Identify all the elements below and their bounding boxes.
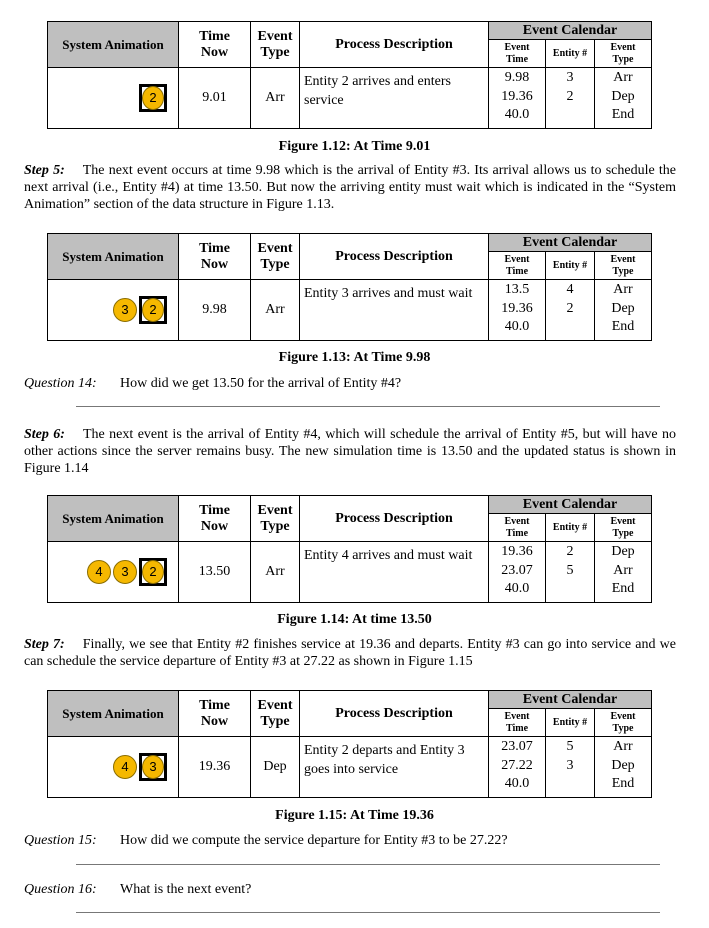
cal-event-time-header: Event Time <box>489 709 546 736</box>
cal-event-type: End <box>611 319 635 334</box>
animation-tokens <box>111 737 167 797</box>
question <box>24 882 251 898</box>
question-label: Question 14: <box>24 376 97 391</box>
cal-event-type-header: Event Type <box>610 41 636 65</box>
cal-entity: 4 <box>566 282 574 297</box>
figure-caption: Figure 1.13: At Time 9.98 <box>278 350 431 365</box>
cal-entities <box>546 280 595 340</box>
cal-entity-header: Entity # <box>546 40 595 67</box>
question-text: How did we compute the service departure for Entity #3 to be 27.22? <box>120 833 508 848</box>
step-text: The next event occurs at time 9.98 which is the arrival of Entity #3. Its arrival allows us to schedule the next arrival (i.e., Entity #4) at time 13.50. But now the arriving entity must wait which is indicated in the “System Animation” section of the data structure in Figure 1.13. <box>24 163 676 212</box>
cal-event-type-header: Event Type <box>610 253 636 277</box>
cal-event-times <box>489 737 546 797</box>
cal-event-times <box>489 542 546 602</box>
cal-event-types <box>595 68 651 128</box>
animation-tokens <box>111 280 167 340</box>
cal-event-time: 19.36 <box>501 544 533 559</box>
cal-event-times <box>489 68 546 128</box>
cal-event-time-header: Event Time <box>489 40 546 67</box>
time-now-value: 19.36 <box>179 737 251 798</box>
cal-entity-header: Entity # <box>546 514 595 541</box>
system-animation-cell <box>48 68 179 129</box>
step-paragraph <box>24 162 676 213</box>
cal-event-time: 13.5 <box>504 282 530 297</box>
cal-event-type: End <box>611 107 635 122</box>
in-service-entity-icon: 2 <box>142 298 164 322</box>
waiting-entity-icon: 3 <box>113 298 137 322</box>
figure-caption: Figure 1.15: At Time 19.36 <box>275 808 434 823</box>
cal-event-time-header: Event Time <box>489 514 546 541</box>
process-description-header: Process Description <box>300 22 489 68</box>
event-calendar-header <box>489 691 652 737</box>
cal-entities <box>546 542 595 602</box>
event-table-figure-2 <box>47 233 652 341</box>
event-calendar-cell <box>489 542 652 603</box>
cal-event-type: Dep <box>611 757 635 773</box>
event-type-header: Event Type <box>251 22 300 68</box>
event-type-header: Event Type <box>251 496 300 542</box>
cal-event-time: 9.98 <box>504 70 530 85</box>
event-type-value: Dep <box>251 737 300 798</box>
cal-event-time: 40.0 <box>504 107 530 122</box>
process-description-value: Entity 2 departs and Entity 3 goes into service <box>300 737 489 798</box>
cal-entities <box>546 737 595 797</box>
process-description-value: Entity 2 arrives and enters service <box>300 68 489 129</box>
cal-event-time: 40.0 <box>504 319 530 334</box>
cal-event-type: Dep <box>611 88 635 104</box>
figure-caption: Figure 1.14: At time 13.50 <box>277 612 432 627</box>
in-service-entity-icon: 3 <box>142 755 164 779</box>
in-service-entity-icon: 2 <box>142 560 164 584</box>
process-description-header: Process Description <box>300 691 489 737</box>
event-calendar-cell <box>489 68 652 129</box>
cal-event-type-header: Event Type <box>610 710 636 734</box>
time-now-header: Time Now <box>179 496 251 542</box>
cal-entity-header: Entity # <box>546 709 595 736</box>
cal-entity: 2 <box>566 544 574 559</box>
event-table-figure-1 <box>47 21 652 129</box>
answer-line[interactable] <box>76 864 660 865</box>
question <box>24 376 401 392</box>
event-calendar-header <box>489 496 652 542</box>
cal-event-time-header: Event Time <box>489 252 546 279</box>
event-calendar-title: Event Calendar <box>489 691 651 709</box>
cal-entities <box>546 68 595 128</box>
cal-event-time: 19.36 <box>501 300 533 316</box>
step-text: The next event is the arrival of Entity #4, which will schedule the arrival of Entity #5, but will have no other actions since the server remains busy. The new simulation time is 13.50 and the updated status is shown in Figure 1.14 <box>24 427 676 476</box>
time-now-value: 13.50 <box>179 542 251 603</box>
step-label: Step 6: <box>24 427 65 442</box>
process-description-value: Entity 3 arrives and must wait <box>300 280 489 341</box>
question-label: Question 16: <box>24 882 97 897</box>
event-calendar-cell <box>489 737 652 798</box>
event-type-header: Event Type <box>251 691 300 737</box>
time-now-header: Time Now <box>179 691 251 737</box>
step-paragraph <box>24 636 676 670</box>
cal-event-type: End <box>611 776 635 791</box>
event-type-value: Arr <box>251 68 300 129</box>
cal-entity-header: Entity # <box>546 252 595 279</box>
event-calendar-header <box>489 234 652 280</box>
cal-event-type: Dep <box>611 544 635 559</box>
cal-event-type: End <box>611 581 635 596</box>
system-animation-cell <box>48 737 179 798</box>
question <box>24 833 508 849</box>
cal-entity: 2 <box>566 300 574 316</box>
cal-entity: 3 <box>566 757 574 773</box>
cal-event-times <box>489 280 546 340</box>
cal-event-type: Arr <box>613 562 633 578</box>
event-table-figure-4 <box>47 690 652 798</box>
cal-event-types <box>595 280 651 340</box>
system-animation-cell <box>48 280 179 341</box>
question-label: Question 15: <box>24 833 97 848</box>
animation-tokens <box>85 542 167 602</box>
answer-line[interactable] <box>76 406 660 407</box>
waiting-entity-icon: 4 <box>87 560 111 584</box>
cal-event-type-header: Event Type <box>610 515 636 539</box>
cal-event-types <box>595 542 651 602</box>
in-service-entity-icon: 2 <box>142 86 164 110</box>
step-paragraph <box>24 426 676 477</box>
cal-event-type: Arr <box>613 739 633 754</box>
system-animation-header: System Animation <box>48 22 179 68</box>
time-now-header: Time Now <box>179 234 251 280</box>
waiting-entity-icon: 3 <box>113 560 137 584</box>
event-type-value: Arr <box>251 542 300 603</box>
event-calendar-header <box>489 22 652 68</box>
cal-entity: 5 <box>566 562 574 578</box>
waiting-entity-icon: 4 <box>113 755 137 779</box>
event-type-value: Arr <box>251 280 300 341</box>
process-description-header: Process Description <box>300 234 489 280</box>
cal-entity: 3 <box>566 70 574 85</box>
answer-line[interactable] <box>76 912 660 913</box>
cal-entity: 5 <box>566 739 574 754</box>
cal-event-time: 19.36 <box>501 88 533 104</box>
event-calendar-title: Event Calendar <box>489 496 651 514</box>
time-now-value: 9.01 <box>179 68 251 129</box>
server-box <box>139 296 167 324</box>
step-label: Step 7: <box>24 637 65 652</box>
figure-caption: Figure 1.12: At Time 9.01 <box>278 139 431 154</box>
event-calendar-cell <box>489 280 652 341</box>
process-description-header: Process Description <box>300 496 489 542</box>
event-calendar-title: Event Calendar <box>489 234 651 252</box>
event-type-header: Event Type <box>251 234 300 280</box>
time-now-header: Time Now <box>179 22 251 68</box>
server-box <box>139 753 167 781</box>
cal-event-time: 40.0 <box>504 581 530 596</box>
question-text: How did we get 13.50 for the arrival of Entity #4? <box>120 376 402 391</box>
event-table-figure-3 <box>47 495 652 603</box>
system-animation-header: System Animation <box>48 691 179 737</box>
cal-event-types <box>595 737 651 797</box>
system-animation-cell <box>48 542 179 603</box>
cal-event-type: Dep <box>611 300 635 316</box>
cal-event-time: 40.0 <box>504 776 530 791</box>
cal-event-type: Arr <box>613 282 633 297</box>
server-box <box>139 84 167 112</box>
cal-event-time: 23.07 <box>501 562 533 578</box>
cal-event-time: 23.07 <box>501 739 533 754</box>
step-label: Step 5: <box>24 163 65 178</box>
step-text: Finally, we see that Entity #2 finishes service at 19.36 and departs. Entity #3 can go into service and we can schedule the service departure of Entity #3 at 27.22 as shown in Figure 1.15 <box>24 637 676 669</box>
system-animation-header: System Animation <box>48 234 179 280</box>
cal-event-type: Arr <box>613 70 633 85</box>
system-animation-header: System Animation <box>48 496 179 542</box>
cal-event-time: 27.22 <box>501 757 533 773</box>
question-text: What is the next event? <box>120 882 252 897</box>
cal-entity: 2 <box>566 88 574 104</box>
server-box <box>139 558 167 586</box>
animation-tokens <box>137 68 167 128</box>
process-description-value: Entity 4 arrives and must wait <box>300 542 489 603</box>
event-calendar-title: Event Calendar <box>489 22 651 40</box>
time-now-value: 9.98 <box>179 280 251 341</box>
